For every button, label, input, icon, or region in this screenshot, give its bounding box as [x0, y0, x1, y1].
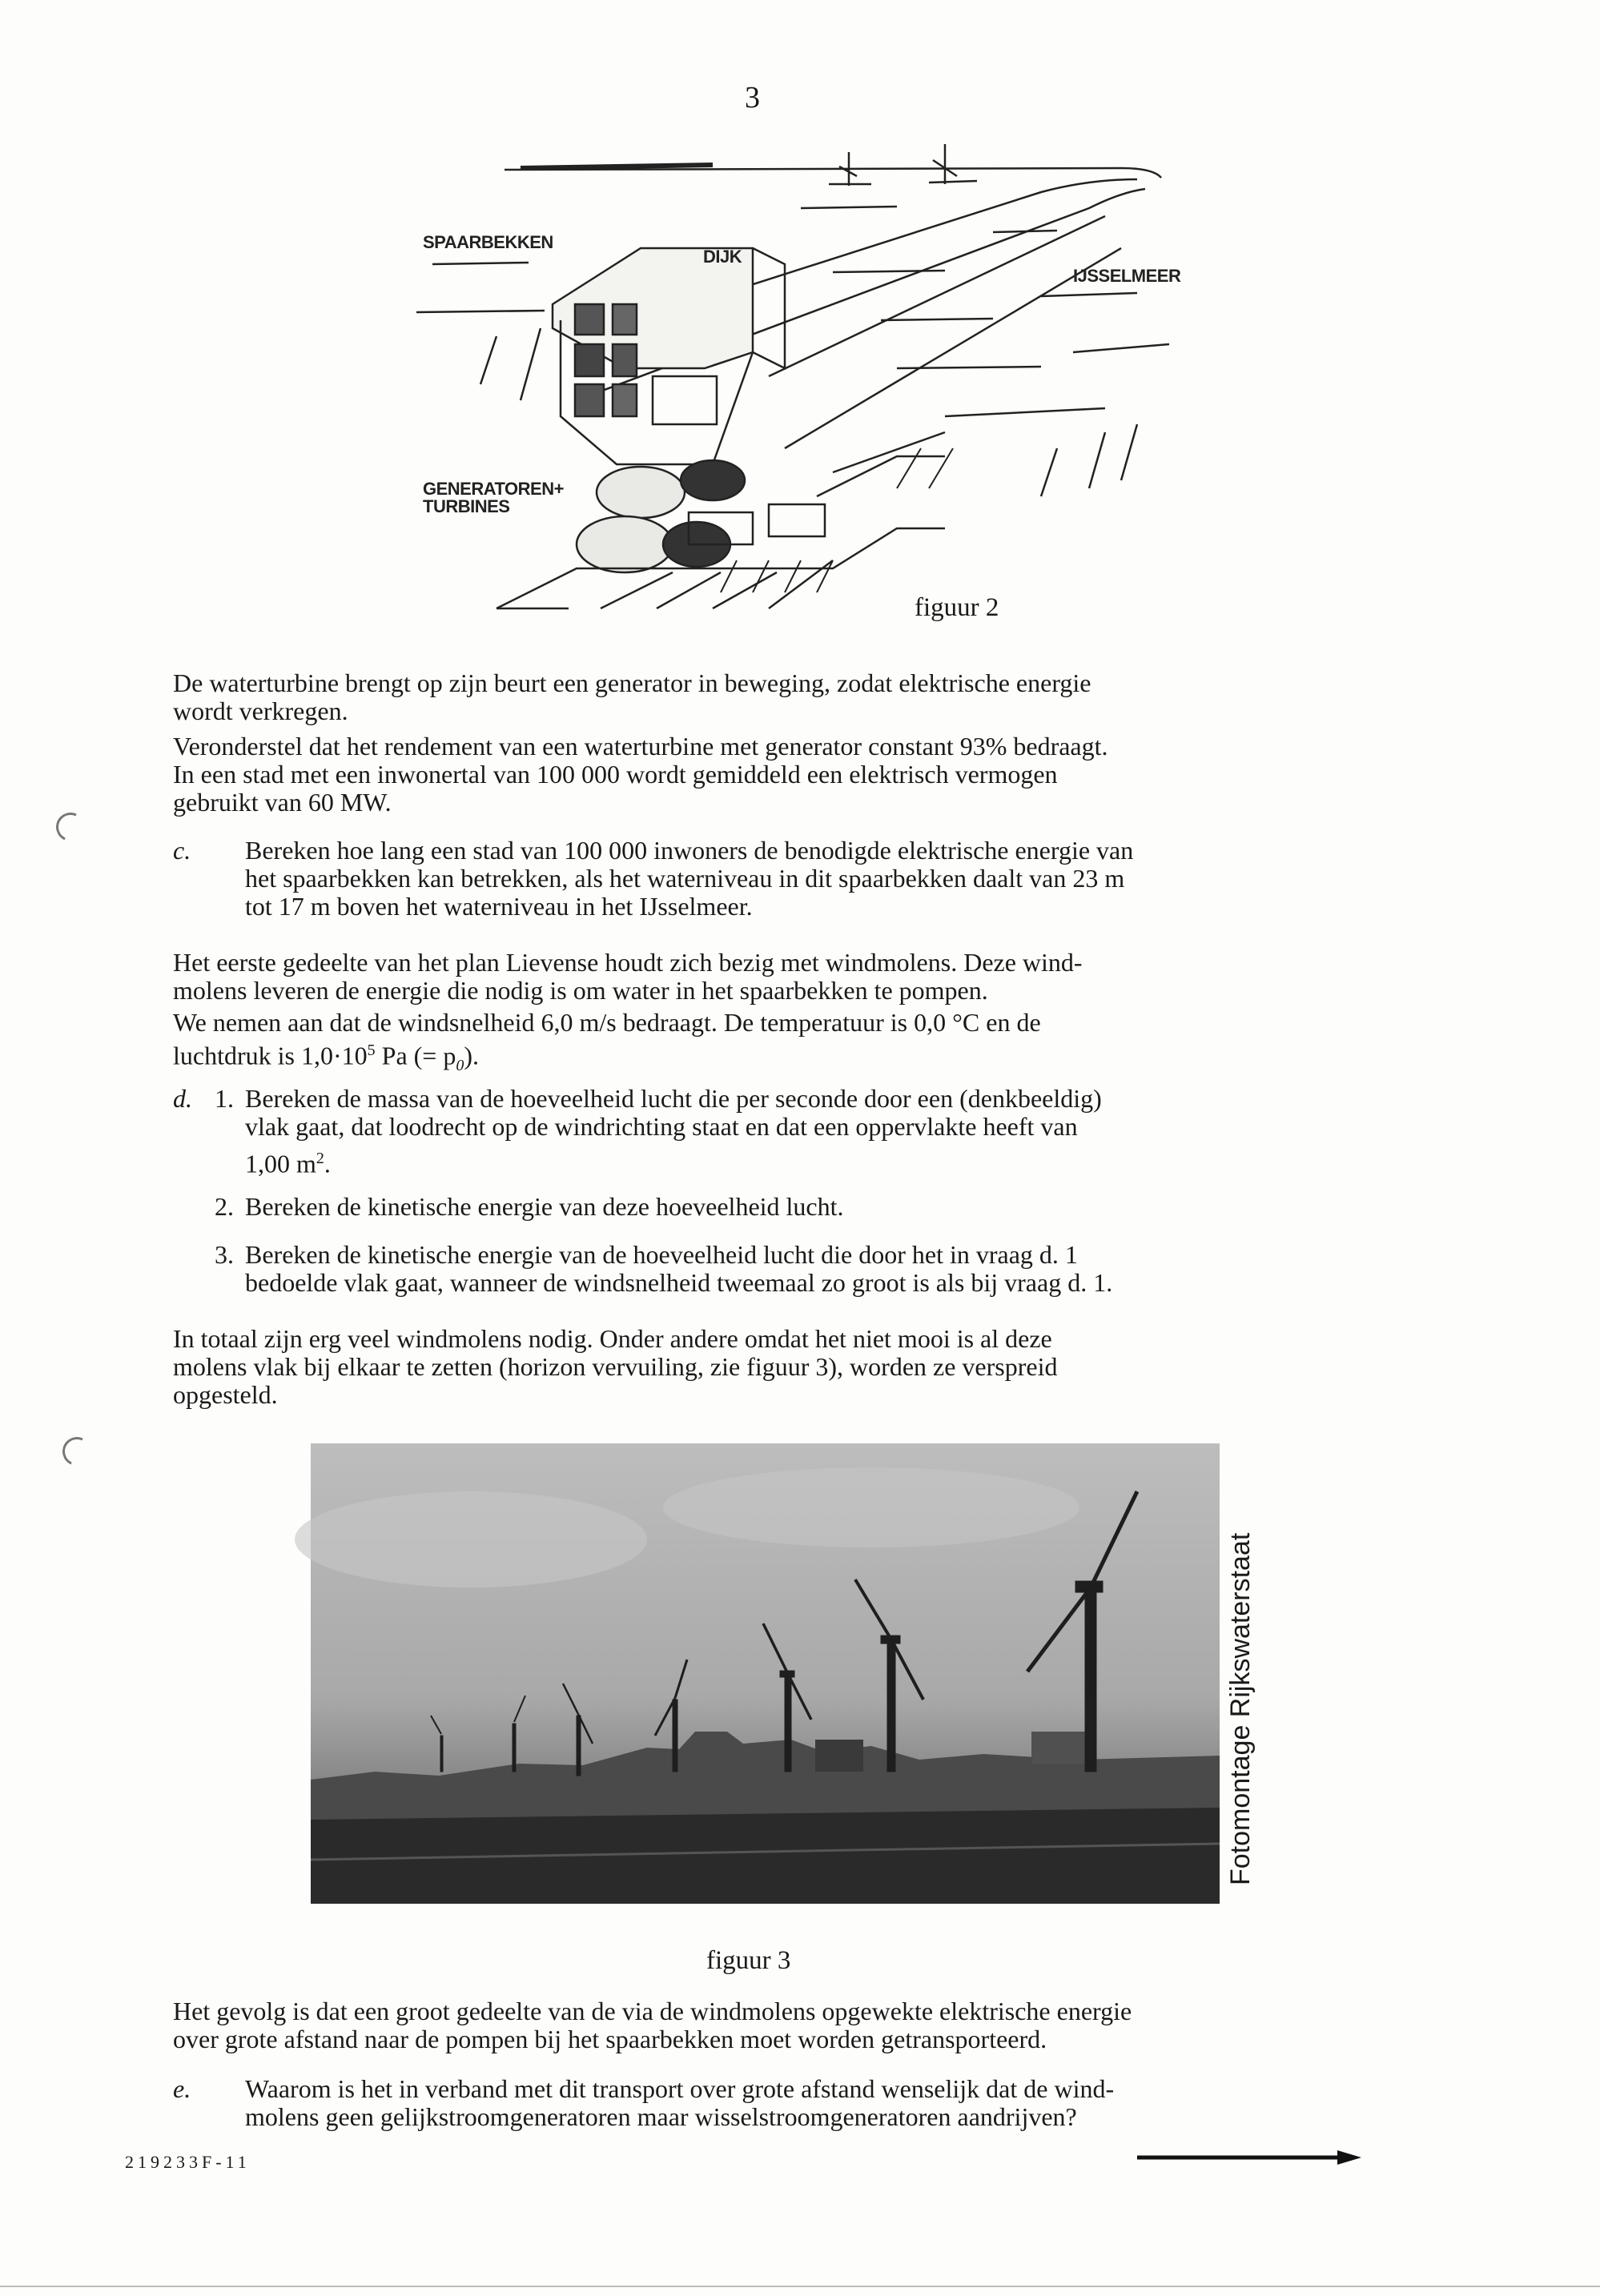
- question-c-line-2: het spaarbekken kan betrekken, als het waterniveau in dit spaarbekken daalt van 23 m: [245, 864, 1125, 893]
- area-period: .: [324, 1149, 331, 1178]
- figure-3-caption: figuur 3: [706, 1946, 791, 1975]
- pressure-exponent: 5: [367, 1042, 376, 1059]
- label-generatoren: GENERATOREN+: [423, 479, 564, 499]
- question-c-label: c.: [173, 836, 191, 865]
- binder-hole-mark: [58, 1433, 95, 1470]
- spread-line-2: molens vlak bij elkaar te zetten (horizon vervuiling, zie figuur 3), worden ze verspreid: [173, 1352, 1058, 1381]
- question-d-1-number: 1.: [215, 1084, 234, 1113]
- intro-line-1: De waterturbine brengt op zijn beurt een generator in beweging, zodat elektrische energie: [173, 668, 1091, 697]
- wind-line-3: We nemen aan dat de windsnelheid 6,0 m/s bedraagt. De temperatuur is 0,0 °C en de: [173, 1008, 1041, 1037]
- transport-line-1: Het gevolg is dat een groot gedeelte van de via de windmolens opgewekte elektrische energie: [173, 1997, 1132, 2025]
- question-d-1-line-3: [245, 1145, 1406, 1178]
- question-c-line-1: Bereken hoe lang een stad van 100 000 inwoners de benodigde elektrische energie van: [245, 836, 1134, 865]
- label-turbines: TURBINES: [423, 496, 510, 516]
- question-e-line-1: Waarom is het in verband met dit transport over grote afstand wenselijk dat de wind-: [245, 2074, 1115, 2103]
- spread-line-3: opgesteld.: [173, 1380, 278, 1409]
- area-value: 1,00 m: [245, 1149, 316, 1178]
- label-spaarbekken: SPAARBEKKEN: [423, 232, 553, 252]
- question-d-label: d.: [173, 1084, 192, 1113]
- photo-credit: Fotomontage Rijkswaterstaat: [1225, 1532, 1256, 1885]
- page-number: 3: [745, 81, 760, 114]
- pressure-text: luchtdruk is 1,0·10: [173, 1041, 368, 1070]
- question-d-3-number: 3.: [215, 1240, 234, 1269]
- question-e-label: e.: [173, 2074, 191, 2103]
- intro-line-4: In een stad met een inwonertal van 100 000 wordt gemiddeld een elektrisch vermogen: [173, 760, 1058, 789]
- question-d-3-line-1: Bereken de kinetische energie van de hoeveelheid lucht die door het in vraag d. 1: [245, 1240, 1078, 1269]
- transport-line-2: over grote afstand naar de pompen bij het spaarbekken moet worden getransporteerd.: [173, 2025, 1047, 2053]
- next-page-arrow-icon: [1137, 2145, 1361, 2170]
- label-dijk: DIJK: [703, 247, 742, 267]
- question-d-3-line-2: bedoelde vlak gaat, wanneer de windsnelheid tweemaal zo groot is als bij vraag d. 1.: [245, 1268, 1113, 1297]
- figure-2-illustration: [336, 112, 1181, 648]
- spread-line-1: In totaal zijn erg veel windmolens nodig. Onder andere omdat het niet mooi is al deze: [173, 1324, 1052, 1353]
- label-ijsselmeer: IJSSELMEER: [1073, 266, 1181, 286]
- pressure-close: ).: [464, 1041, 479, 1070]
- question-d-1-line-1: Bereken de massa van de hoeveelheid lucht die per seconde door een (denkbeeldig): [245, 1084, 1102, 1113]
- area-exponent: 2: [316, 1150, 324, 1167]
- question-c-line-3: tot 17 m boven het waterniveau in het IJsselmeer.: [245, 892, 753, 921]
- figure-2-caption: figuur 2: [915, 593, 999, 622]
- question-d-2-number: 2.: [215, 1192, 234, 1221]
- intro-line-3: Veronderstel dat het rendement van een waterturbine met generator constant 93% bedraagt.: [173, 732, 1108, 761]
- intro-line-5: gebruikt van 60 MW.: [173, 788, 392, 817]
- question-d-1-line-2: vlak gaat, dat loodrecht op de windrichting staat en dat een oppervlakte heeft van: [245, 1112, 1078, 1141]
- intro-line-2: wordt verkregen.: [173, 696, 348, 725]
- page-edge: [0, 2286, 1600, 2287]
- binder-hole-mark: [52, 809, 89, 845]
- question-d-2-line: Bereken de kinetische energie van deze hoeveelheid lucht.: [245, 1192, 844, 1221]
- footer-code: 219233F-11: [125, 2152, 251, 2172]
- question-e-line-2: molens geen gelijkstroomgeneratoren maar wisselstroomgeneratoren aandrijven?: [245, 2102, 1077, 2131]
- wind-line-4: [173, 1037, 1398, 1080]
- figure-3-photo: [311, 1443, 1220, 1904]
- pressure-symbol: Pa (= p: [375, 1041, 456, 1070]
- wind-line-1: Het eerste gedeelte van het plan Lievense houdt zich bezig met windmolens. Deze wind-: [173, 948, 1083, 977]
- wind-line-2: molens leveren de energie die nodig is om water in het spaarbekken te pompen.: [173, 976, 988, 1005]
- pressure-subscript: 0: [456, 1057, 464, 1075]
